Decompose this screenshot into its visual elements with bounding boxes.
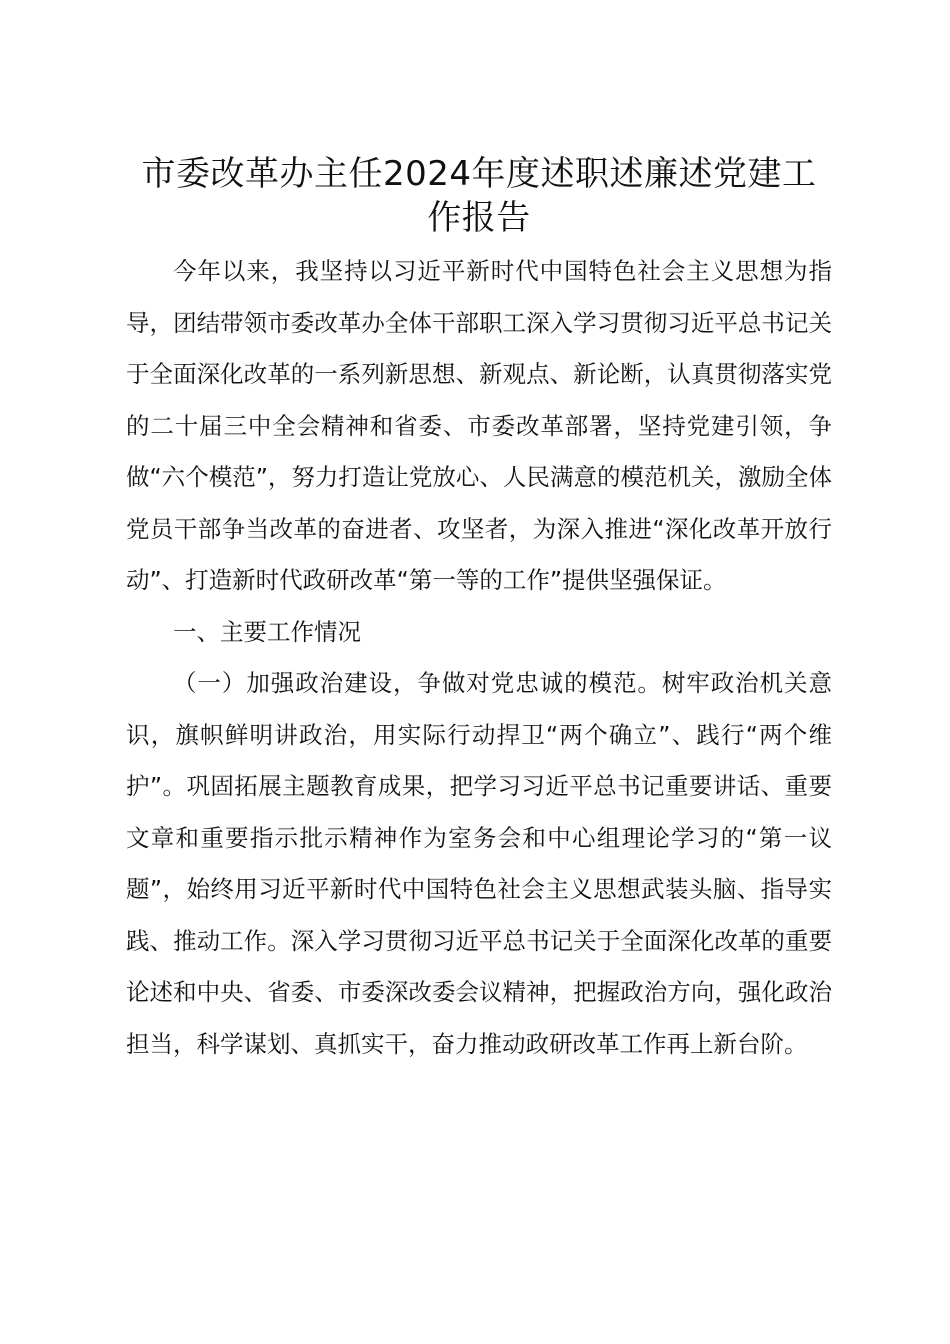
- section-heading: 一、主要工作情况: [173, 617, 361, 646]
- document-body: [126, 246, 832, 1070]
- section-1-paragraph: （一）加强政治建设，争做对党忠诚的模范。树牢政治机关意识，旗帜鲜明讲政治，用实际行动捍卫“两个确立”、践行“两个维护”。巩固拓展主题教育成果，把学习习近平总书记重要讲话、重要文章和重要指示批示精神作为室务会和中心组理论学习的“第一议题”，始终用习近平新时代中国特色社会主义思想武装头脑、指导实践、推动工作。深入学习贯彻习近平总书记关于全面深化改革的重要论述和中央、省委、市委深改委会议精神，把握政治方向，强化政治担当，科学谋划、真抓实干，奋力推动政研改革工作再上新台阶。: [126, 669, 832, 1058]
- title-line-2: 作报告: [427, 198, 531, 238]
- title-line-1: 市委改革办主任2024年度述职述廉述党建工: [141, 154, 817, 194]
- intro-paragraph: 今年以来，我坚持以习近平新时代中国特色社会主义思想为指导，团结带领市委改革办全体干部职工深入学习贯彻习近平总书记关于全面深化改革的一系列新思想、新观点、新论断，认真贯彻落实党的二十届三中全会精神和省委、市委改革部署，坚持党建引领，争做“六个模范”，努力打造让党放心、人民满意的模范机关，激励全体党员干部争当改革的奋进者、攻坚者，为深入推进“深化改革开放行动”、打造新时代政研改革“第一等的工作”提供坚强保证。: [126, 257, 832, 594]
- document-title: [126, 152, 832, 240]
